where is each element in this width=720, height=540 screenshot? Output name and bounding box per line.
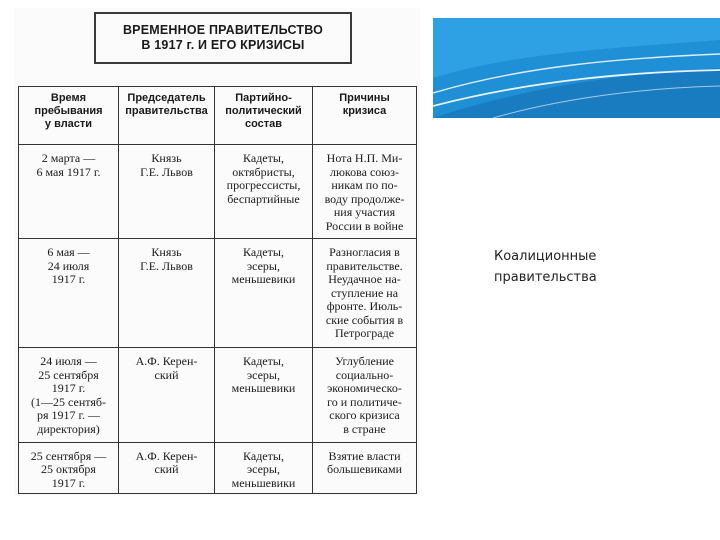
cell-text: 25 сентября —	[30, 448, 107, 463]
cell-text: воду продолже-	[324, 191, 405, 206]
table-row	[19, 348, 417, 442]
cell-chairman	[119, 239, 215, 348]
cell-text: А.Ф. Керен-	[135, 448, 198, 463]
cell-text: фронте. Июль-	[326, 299, 403, 314]
header-text: Причины	[339, 92, 390, 104]
cell-text: социально-	[335, 367, 394, 382]
cell-text: 1917 г.	[51, 272, 86, 287]
cell-text: Кадеты,	[243, 354, 284, 369]
header-chairman	[119, 87, 215, 145]
table-title	[94, 12, 352, 64]
cell-text: Углубление	[335, 354, 394, 369]
table-body	[19, 145, 417, 494]
cell-text: ря 1917 г. —	[36, 408, 101, 423]
cell-text: 25 сентября	[38, 367, 99, 382]
cell-text: эсеры,	[246, 462, 280, 477]
cell-text: Неудачное на-	[328, 272, 401, 287]
cell-text: 2 марта —	[41, 151, 96, 165]
cell-text: Нота Н.П. Ми-	[326, 151, 403, 165]
cell-text: ступление на	[330, 285, 399, 300]
cell-chairman	[119, 348, 215, 442]
cell-causes	[313, 442, 417, 493]
header-composition	[215, 87, 313, 145]
cell-text: Кадеты,	[243, 448, 284, 463]
header-row	[19, 87, 417, 145]
cell-text: эсеры,	[246, 367, 280, 382]
cell-text: Разногласия в	[329, 245, 400, 260]
cell-text: октябристы,	[232, 164, 295, 179]
cell-causes	[313, 145, 417, 239]
cell-text: ский	[154, 367, 179, 382]
header-text: Партийно-	[235, 92, 292, 104]
header-text: правительства	[125, 105, 208, 117]
annotation-line-1: Коалиционные	[494, 249, 597, 264]
government-table	[18, 86, 417, 494]
cell-text: го и политиче-	[327, 394, 402, 409]
header-text: Председатель	[127, 92, 206, 104]
header-text: политический	[225, 105, 302, 117]
cell-text: никам по по-	[331, 178, 398, 192]
cell-text: А.Ф. Керен-	[135, 354, 198, 369]
cell-text: Взятие власти	[328, 448, 401, 463]
cell-text: 1917 г.	[51, 381, 86, 396]
cell-text: Г.Е. Львов	[140, 164, 193, 179]
cell-composition	[215, 145, 313, 239]
cell-composition	[215, 239, 313, 348]
cell-text: 6 мая —	[47, 245, 90, 260]
coalition-annotation	[494, 246, 597, 288]
table-scan	[14, 8, 420, 496]
cell-period	[19, 348, 119, 442]
cell-composition	[215, 442, 313, 493]
header-period	[19, 87, 119, 145]
cell-text: меньшевики	[231, 475, 296, 490]
cell-text: ния участия	[333, 205, 396, 219]
decorative-wave-banner	[433, 18, 720, 118]
cell-text: 24 июля —	[40, 354, 97, 369]
cell-text: 25 октября	[41, 462, 96, 477]
table-row	[19, 442, 417, 493]
header-text: Время	[50, 92, 87, 104]
cell-text: беспартийные	[227, 191, 300, 206]
cell-chairman	[119, 145, 215, 239]
header-causes	[313, 87, 417, 145]
cell-text: меньшевики	[231, 272, 296, 287]
cell-period	[19, 239, 119, 348]
cell-text: 24 июля	[47, 258, 90, 273]
cell-text: (1—25 сентяб-	[31, 394, 106, 409]
cell-text: Князь	[151, 245, 182, 260]
cell-text: правительстве.	[326, 258, 403, 273]
cell-text: России в войне	[325, 218, 404, 233]
cell-text: директория)	[37, 421, 100, 436]
cell-text: Князь	[151, 151, 182, 165]
cell-text: в стране	[343, 421, 386, 436]
cell-composition	[215, 348, 313, 442]
table-row	[19, 239, 417, 348]
cell-text: ский	[154, 462, 179, 477]
cell-text: меньшевики	[231, 381, 296, 396]
cell-text: 6 мая 1917 г.	[36, 164, 101, 179]
cell-text: прогрессисты,	[226, 178, 301, 192]
table-row	[19, 145, 417, 239]
annotation-line-2: правительства	[494, 270, 597, 285]
cell-text: Г.Е. Львов	[140, 258, 193, 273]
cell-chairman	[119, 442, 215, 493]
cell-text: Петрограде	[334, 326, 395, 341]
cell-text: экономическо-	[327, 381, 402, 396]
cell-text: ские события в	[325, 312, 404, 327]
header-text: состав	[244, 118, 283, 130]
cell-text: 1917 г.	[51, 475, 86, 490]
cell-text: люкова союз-	[329, 164, 400, 179]
cell-causes	[313, 348, 417, 442]
header-text: пребывания	[34, 105, 103, 117]
cell-causes	[313, 239, 417, 348]
cell-text: Кадеты,	[243, 245, 284, 260]
header-text: кризиса	[342, 105, 387, 117]
cell-text: ского кризиса	[329, 408, 400, 423]
title-line-1: ВРЕМЕННОЕ ПРАВИТЕЛЬСТВО	[122, 23, 324, 37]
cell-period	[19, 442, 119, 493]
title-line-2: В 1917 г. И ЕГО КРИЗИСЫ	[141, 38, 305, 52]
cell-text: большевиками	[326, 462, 403, 477]
cell-period	[19, 145, 119, 239]
header-text: у власти	[44, 118, 93, 130]
cell-text: эсеры,	[246, 258, 280, 273]
cell-text: Кадеты,	[243, 151, 284, 165]
